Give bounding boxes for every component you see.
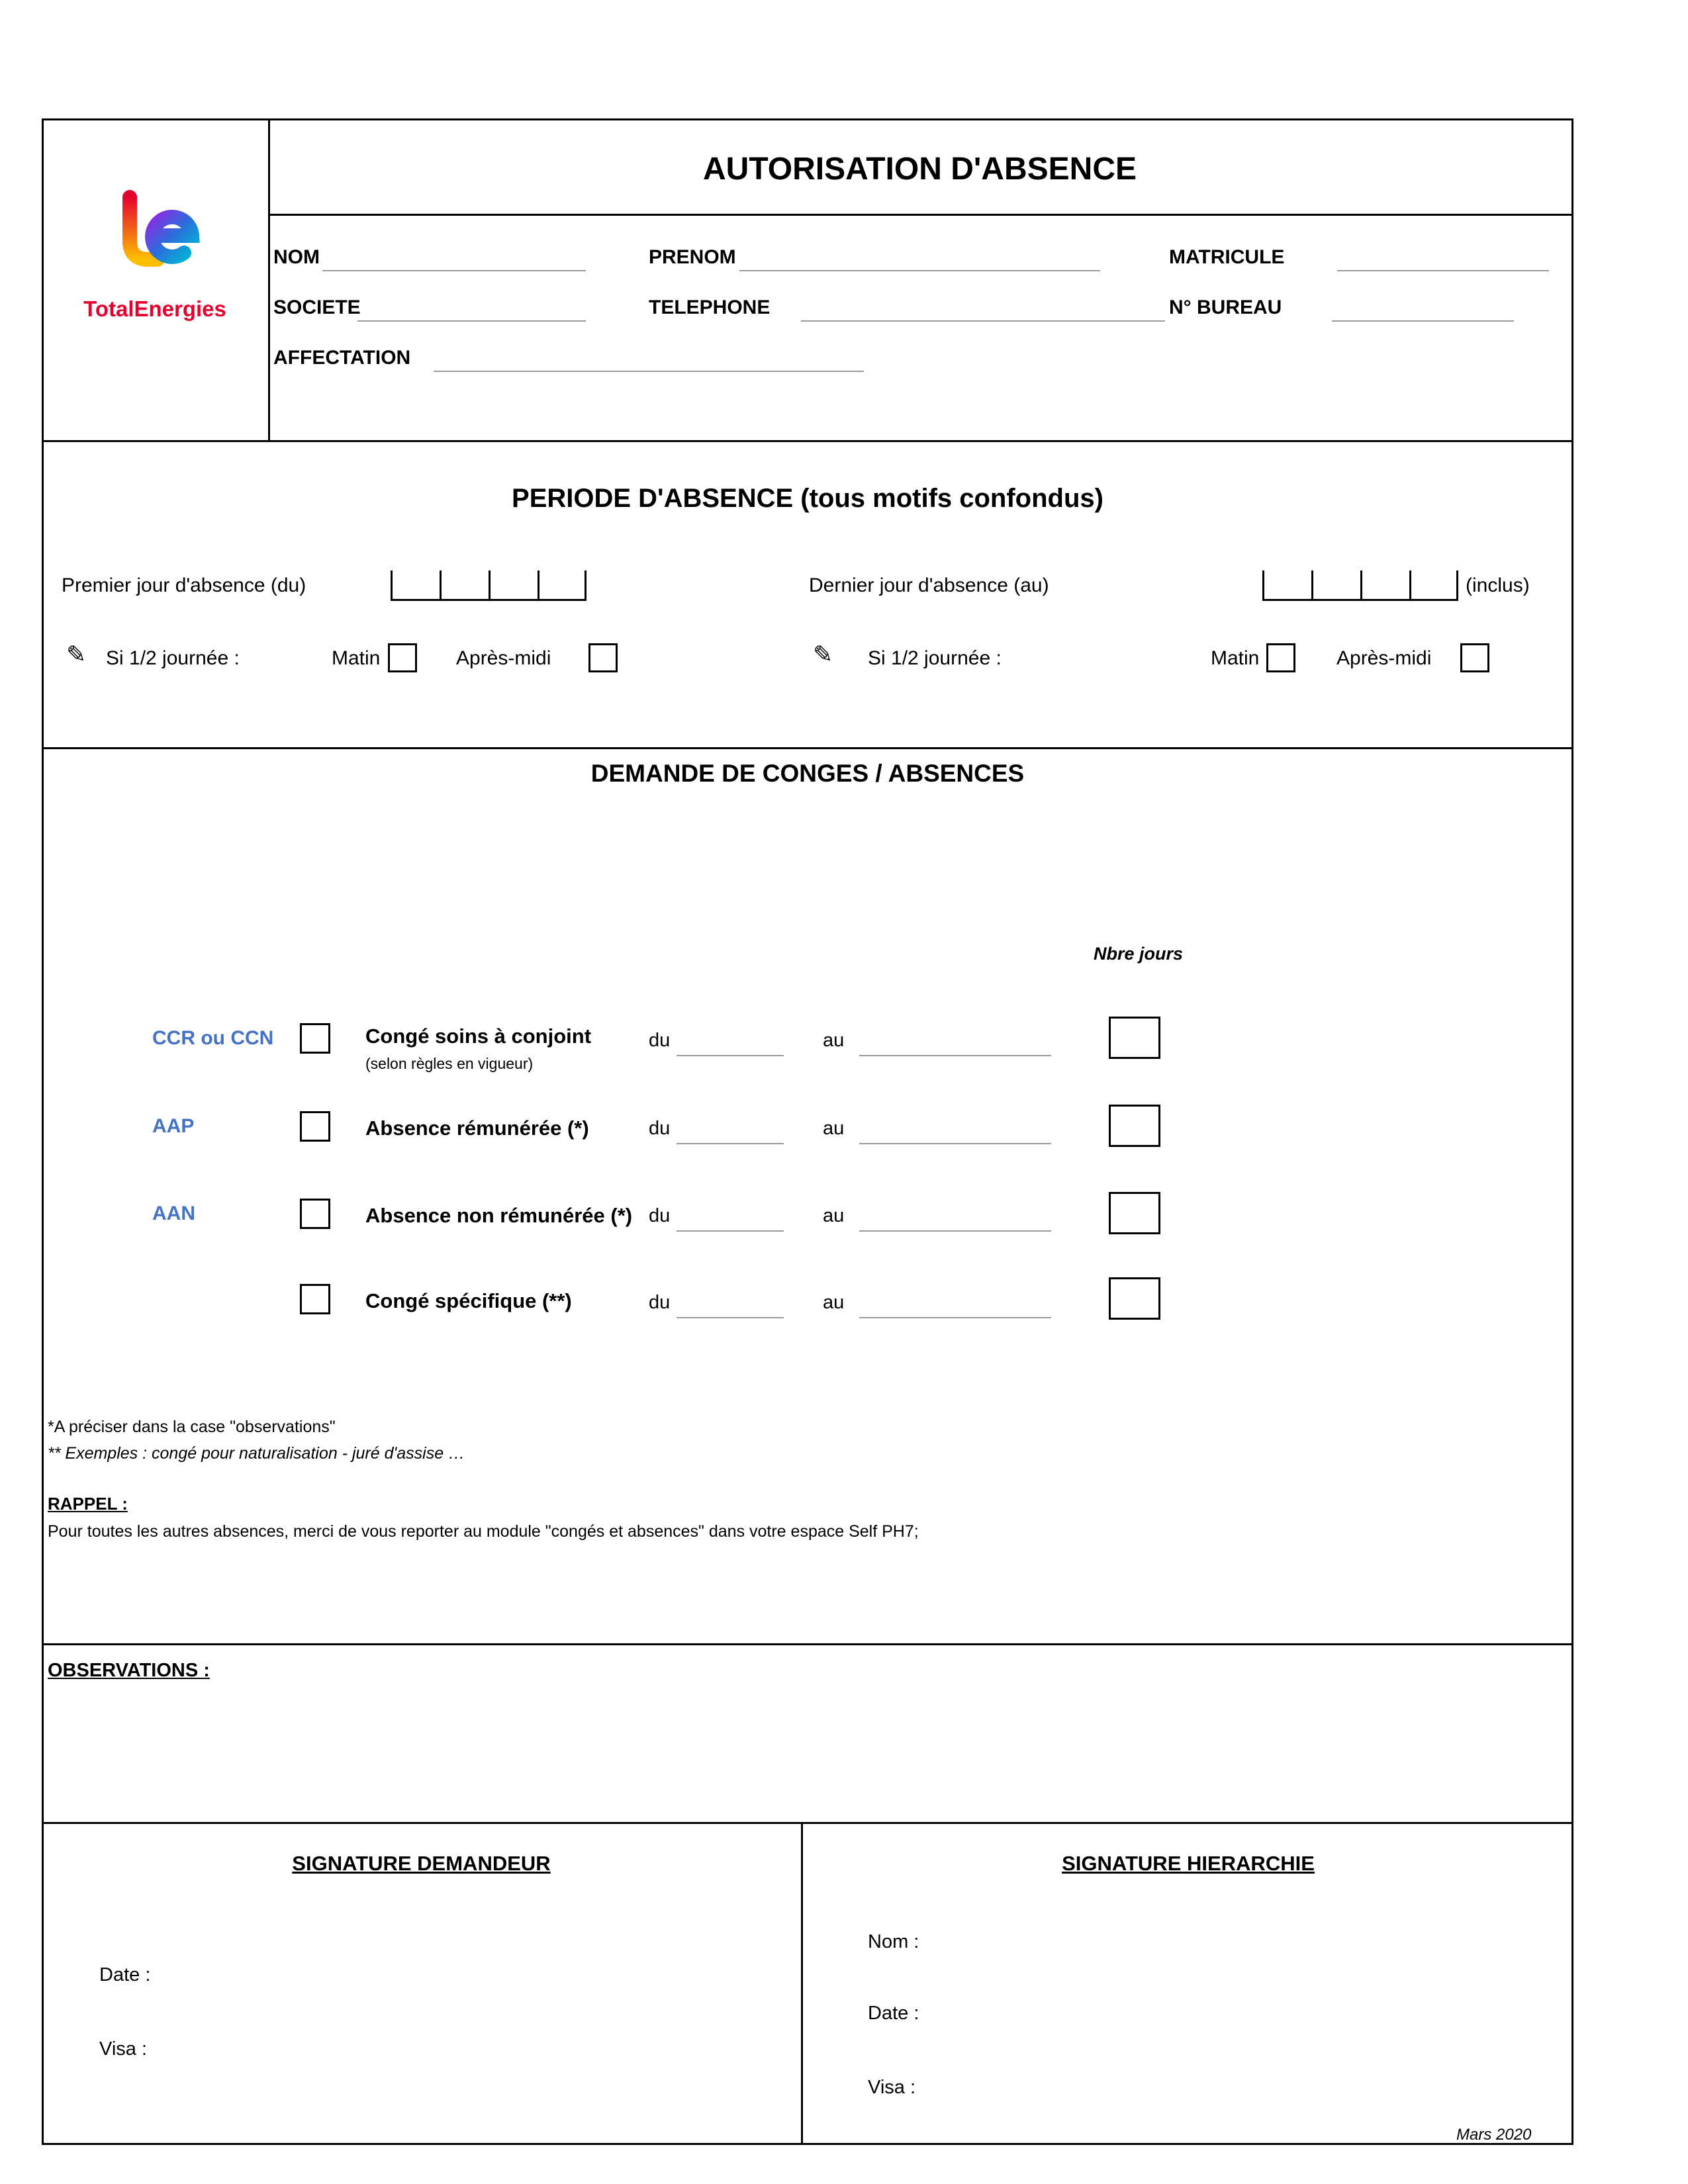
- societe-input-line[interactable]: [357, 320, 586, 322]
- totalenergies-wordmark: TotalEnergies: [83, 296, 226, 321]
- conge-specifique-checkbox[interactable]: [300, 1284, 330, 1314]
- date-cell[interactable]: [1311, 570, 1360, 601]
- periode-section-title: PERIODE D'ABSENCE (tous motifs confondus): [512, 484, 1103, 513]
- observations-section-divider: [44, 1822, 1571, 1824]
- au-input-line[interactable]: [859, 1055, 1051, 1056]
- conge-code: CCR ou CCN: [152, 1027, 274, 1049]
- date-cell[interactable]: [440, 570, 489, 601]
- demande-section-divider: [44, 1643, 1571, 1645]
- date-cell[interactable]: [538, 570, 586, 601]
- premier-jour-label: Premier jour d'absence (du): [62, 574, 306, 596]
- note-asterisk: *A préciser dans la case "observations": [48, 1418, 336, 1436]
- au-label: au: [823, 1205, 845, 1226]
- au-label: au: [823, 1118, 845, 1139]
- ccr-ccn-checkbox[interactable]: [300, 1023, 330, 1054]
- matin-checkbox-dernier[interactable]: [1266, 643, 1295, 672]
- form-outer-border: [42, 118, 1573, 2145]
- demande-section-title: DEMANDE DE CONGES / ABSENCES: [590, 760, 1025, 787]
- telephone-label: TELEPHONE: [649, 296, 771, 318]
- matin-label-dernier: Matin: [1211, 647, 1260, 669]
- half-day-label-premier: Si 1/2 journée :: [106, 647, 240, 669]
- nbre-jours-header: Nbre jours: [1094, 944, 1184, 964]
- conge-sublabel: (selon règles en vigueur): [365, 1055, 534, 1072]
- date-cell[interactable]: [1262, 570, 1311, 601]
- writing-hand-icon: ✎: [813, 641, 833, 668]
- nbre-jours-input[interactable]: [1109, 1277, 1160, 1320]
- aan-checkbox[interactable]: [300, 1199, 330, 1229]
- header-section-divider: [44, 440, 1571, 442]
- bureau-input-line[interactable]: [1332, 320, 1514, 322]
- nbre-jours-input[interactable]: [1109, 1017, 1160, 1059]
- prenom-input-line[interactable]: [739, 270, 1100, 271]
- societe-label: SOCIETE: [273, 296, 361, 318]
- prenom-label: PRENOM: [649, 246, 736, 268]
- matricule-input-line[interactable]: [1337, 270, 1549, 271]
- du-label: du: [649, 1118, 671, 1139]
- nom-label-hierarchie: Nom :: [868, 1931, 919, 1952]
- form-version: Mars 2020: [1456, 2126, 1532, 2144]
- au-label: au: [823, 1292, 845, 1313]
- du-label: du: [649, 1030, 671, 1051]
- nom-label: NOM: [273, 246, 320, 268]
- periode-section-divider: [44, 747, 1571, 749]
- inclus-label: (inclus): [1466, 574, 1530, 596]
- observations-title: OBSERVATIONS :: [48, 1660, 210, 1681]
- au-input-line[interactable]: [859, 1317, 1051, 1318]
- form-title: AUTORISATION D'ABSENCE: [702, 152, 1137, 187]
- au-input-line[interactable]: [859, 1143, 1051, 1144]
- matin-label-premier: Matin: [332, 647, 381, 669]
- signature-demandeur-title: SIGNATURE DEMANDEUR: [292, 1852, 551, 1875]
- totalenergies-logo-icon: [66, 185, 225, 291]
- date-cell[interactable]: [391, 570, 440, 601]
- title-box-divider: [270, 214, 1571, 216]
- dernier-jour-date-field[interactable]: [1262, 570, 1458, 601]
- visa-label-demandeur: Visa :: [99, 2038, 148, 2060]
- du-input-line[interactable]: [677, 1055, 784, 1056]
- bureau-label: N° BUREAU: [1169, 296, 1282, 318]
- du-input-line[interactable]: [677, 1317, 784, 1318]
- nbre-jours-input[interactable]: [1109, 1192, 1160, 1234]
- observations-area[interactable]: [44, 1694, 1571, 1820]
- conge-label: Absence non rémunérée (*): [365, 1204, 633, 1227]
- conge-label: Absence rémunérée (*): [365, 1116, 589, 1140]
- apres-midi-checkbox-dernier[interactable]: [1460, 643, 1489, 672]
- au-input-line[interactable]: [859, 1230, 1051, 1232]
- date-cell[interactable]: [1409, 570, 1458, 601]
- half-day-label-dernier: Si 1/2 journée :: [868, 647, 1002, 669]
- du-input-line[interactable]: [677, 1230, 784, 1232]
- aap-checkbox[interactable]: [300, 1111, 330, 1142]
- date-cell[interactable]: [489, 570, 538, 601]
- telephone-input-line[interactable]: [801, 320, 1165, 322]
- apres-midi-label-premier: Après-midi: [456, 647, 551, 669]
- au-label: au: [823, 1030, 845, 1051]
- du-label: du: [649, 1205, 671, 1226]
- rappel-text: Pour toutes les autres absences, merci de vous reporter au module "congés et absences" dans votre espace Self PH7;: [48, 1522, 919, 1541]
- conge-label: Congé spécifique (**): [365, 1289, 572, 1312]
- du-input-line[interactable]: [677, 1143, 784, 1144]
- matricule-label: MATRICULE: [1169, 246, 1285, 268]
- date-cell[interactable]: [1360, 570, 1409, 601]
- rappel-title: RAPPEL :: [48, 1494, 128, 1514]
- premier-jour-date-field[interactable]: [391, 570, 586, 601]
- signature-hierarchie-title: SIGNATURE HIERARCHIE: [1062, 1852, 1315, 1875]
- affectation-label: AFFECTATION: [273, 347, 411, 369]
- date-label-demandeur: Date :: [99, 1964, 151, 1985]
- apres-midi-checkbox-premier[interactable]: [588, 643, 618, 672]
- conge-label: Congé soins à conjoint: [365, 1024, 592, 1048]
- conge-code: AAP: [152, 1115, 195, 1137]
- nbre-jours-input[interactable]: [1109, 1105, 1160, 1147]
- note-double-asterisk: ** Exemples : congé pour naturalisation - juré d'assise …: [48, 1444, 465, 1463]
- visa-label-hierarchie: Visa :: [868, 2077, 916, 2098]
- date-label-hierarchie: Date :: [868, 2003, 919, 2024]
- nom-input-line[interactable]: [322, 270, 586, 271]
- conge-code: AAN: [152, 1203, 195, 1224]
- du-label: du: [649, 1292, 671, 1313]
- dernier-jour-label: Dernier jour d'absence (au): [809, 574, 1049, 596]
- writing-hand-icon: ✎: [66, 641, 87, 668]
- apres-midi-label-dernier: Après-midi: [1336, 647, 1432, 669]
- affectation-input-line[interactable]: [434, 371, 864, 372]
- matin-checkbox-premier[interactable]: [388, 643, 417, 672]
